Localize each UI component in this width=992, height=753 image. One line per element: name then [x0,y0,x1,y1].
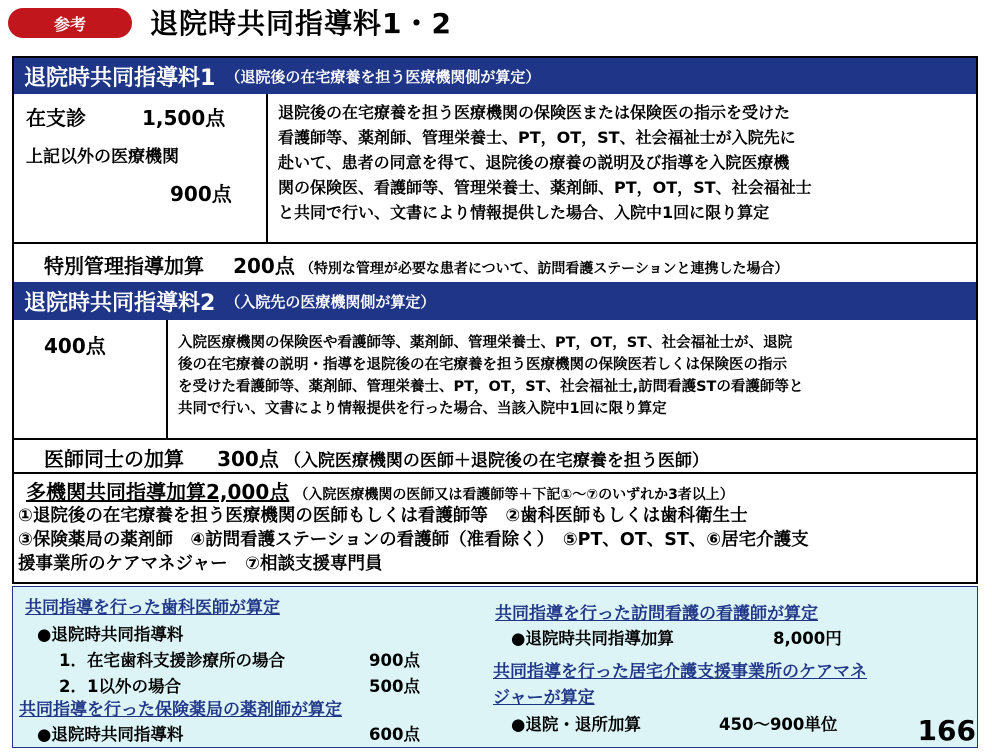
section2-fee-value: 400点 [44,334,106,358]
doctor-addon-value: 300点 [217,447,279,471]
nurse-heading: 共同指導を行った訪問看護の看護師が算定 [495,604,818,624]
section1-divider [266,94,268,242]
multi-agency-label: 多機関共同指導加算2,000点 [26,480,290,504]
section1-header [14,58,976,94]
dentist-sub2-label: 2．1以外の場合 [59,677,181,696]
multi-agency-note: （入院医療機関の医師又は看護師等＋下記①～⑦のいずれか3者以上） [294,487,734,503]
section2-row-divider [14,438,976,440]
care-manager-heading-line1: 共同指導を行った居宅介護支援事業所のケアマネ [493,662,867,682]
special-addon-note: （特別な管理が必要な患者について、訪問看護ステーションと連携した場合） [299,261,789,277]
dentist-item: ●退院時共同指導料 [37,625,184,644]
special-addon-label: 特別管理指導加算 [44,254,204,278]
doctor-addon-row [44,443,709,472]
pharmacist-value: 600点 [369,725,420,744]
pharmacist-item: ●退院時共同指導料 [37,725,184,744]
section2-header [14,282,976,320]
section1-fee-value: 1,500点 [142,106,226,130]
care-manager-heading-line2: ジャーが算定 [493,688,595,708]
care-manager-value: 450～900単位 [719,715,838,734]
section1-description: 退院後の在宅療養を担う医療機関の保険医または保険医の指示を受けた 看護師等、薬剤師、管理栄養士、PT，OT，ST、社会福祉士が入院先に 赴いて、患者の同意を得て、退院後の療養の説明及び指導を入院医療機 関の保険医、看護師等、管理栄養士、薬剤師、PT，OT，ST、社会福祉士 と共同で行い、文書により情報提供した場合、入院中1回に限り算定 [278,103,812,222]
section1-subtitle: （退院後の在宅療養を担う医療機関側が算定） [225,67,541,86]
section2-title: 退院時共同指導料2 [24,290,216,316]
section1-row-divider [14,242,976,244]
section2-subtitle: （入院先の医療機関側が算定） [225,292,436,311]
dentist-sub2-value: 500点 [369,677,420,696]
nurse-value: 8,000円 [773,629,842,648]
section1-title: 退院時共同指導料1 [24,65,216,91]
page-number: 166 [917,714,976,747]
care-manager-item: ●退院・退所加算 [511,715,641,734]
special-addon-value: 200点 [233,254,295,278]
special-addon-row [44,250,789,279]
section2-description: 入院医療機関の保険医や看護師等、薬剤師、管理栄養士、PT，OT，ST、社会福祉士が、退院 後の在宅療養の説明・指導を退院後の在宅療養を担う医療機関の保険医若しくは保険医の指示 を受けた看護師等、薬剤師、管理栄養士、PT，OT，ST、社会福祉士,訪問看護STの看護師等と 共同で行い、文書により情報提供を行った場合、当該入院中1回に限り算定 [178,335,804,417]
doctor-addon-label: 医師同士の加算 [44,447,184,471]
dentist-heading: 共同指導を行った歯科医師が算定 [25,598,280,618]
nurse-item: ●退院時共同指導加算 [511,629,674,648]
doctor-addon-note: （入院医療機関の医師＋退院後の在宅療養を担う医師） [283,451,709,471]
section1-other-label: 上記以外の医療機関 [26,147,179,167]
calculation-box [12,586,978,748]
section1-fee-label: 在支診 [26,106,86,130]
dentist-sub1-label: 1．在宅歯科支援診療所の場合 [59,651,285,670]
multi-agency-list: ①退院後の在宅療養を担う医療機関の医師もしくは看護師等 ②歯科医師もしくは歯科衛生士 ③保険薬局の薬剤師 ④訪問看護ステーションの看護師（准看除く） ⑤PT、OT、ST、⑥居宅介護支 援事業所のケアマネジャー ⑦相談支援専門員 [18,506,809,574]
pharmacist-heading: 共同指導を行った保険薬局の薬剤師が算定 [19,700,342,720]
page-title: 退院時共同指導料1・2 [150,7,452,40]
main-table [12,56,978,584]
section2-divider [166,320,168,438]
section1-other-value: 900点 [170,182,232,206]
multi-agency-row [26,476,734,505]
dentist-sub1-value: 900点 [369,651,420,670]
doctor-addon-divider [14,472,976,474]
reference-badge: 参考 [8,8,132,38]
